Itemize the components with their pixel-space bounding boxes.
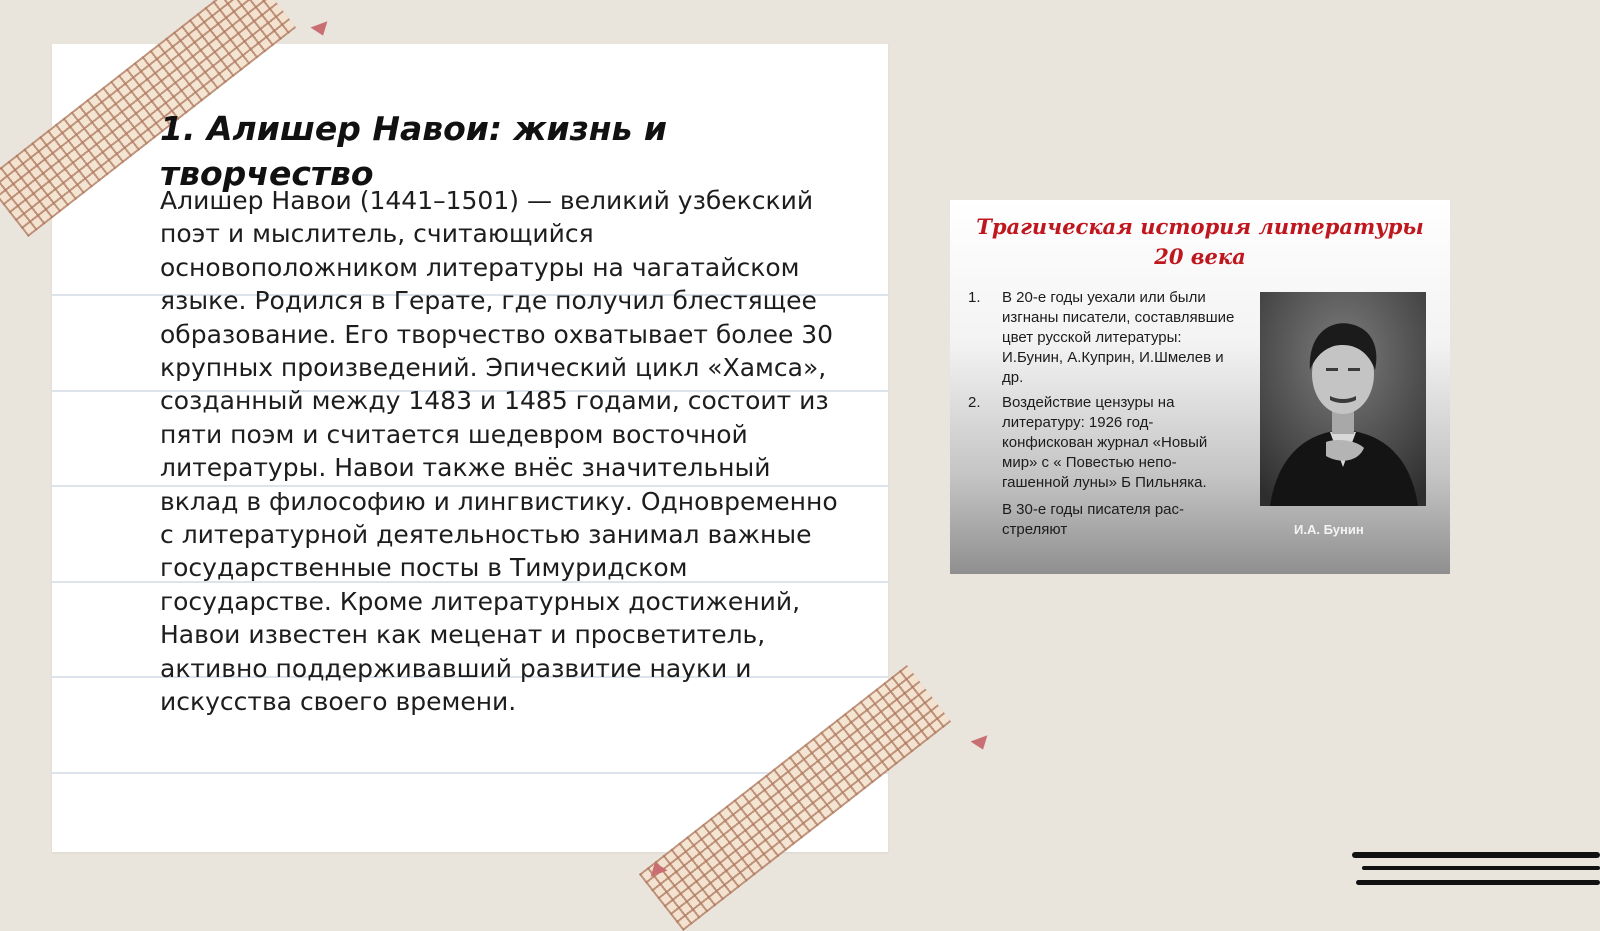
portrait-caption: И.А. Бунин — [1294, 522, 1364, 537]
slide-heading: 1. Алишер Навои: жизнь и творчество — [160, 109, 668, 193]
tape-tip-mark — [310, 21, 331, 38]
list-item — [968, 288, 1243, 388]
list-item-text: Воздействие цензуры на литературу: 1926 год-конфискован журнал «Новый мир» с « Повестью непо-гашенной луны» Б Пильняка. — [1002, 394, 1208, 491]
decorative-brush-stroke — [1362, 866, 1600, 870]
decorative-brush-stroke — [1352, 852, 1600, 858]
list-item-text: В 20-е годы уехали или были изгнаны писатели, составлявшие цвет русской литературы: И.Бунин, А.Куприн, И.Шмелев и др. — [1002, 289, 1235, 386]
list-item-number: 1. — [968, 289, 981, 306]
slide-image-note: В 30-е годы писателя рас-стреляют — [1002, 501, 1184, 538]
biography-paragraph: Алишер Навои (1441–1501) — великий узбекский поэт и мыслитель, считающийся основоположником литературы на чагатайском языке. Родился в Герате, где получил блестящее образование. Его творчество охватывает более 30 крупных произведений. Эпический цикл «Хамса», созданный между 1483 и 1485 годами, состоит из пяти поэм и считается шедевром восточной литературы. Навои также внёс значительный вклад в философию и лингвистику. Одновременно с литературной деятельностью занимал важные государственные посты в Тимуридском государстве. Кроме литературных достижений, Навои известен как меценат и просветитель, активно поддерживавший развитие науки и искусства своего времени. — [160, 186, 838, 717]
decorative-brush-stroke — [1356, 880, 1600, 885]
portrait-illustration — [1260, 292, 1426, 506]
slide-image-list — [968, 288, 1243, 498]
paper-rule-line — [52, 772, 888, 774]
slide-image-title: Трагическая история литературы 20 века — [976, 214, 1424, 269]
portrait-photo — [1260, 292, 1426, 506]
list-item — [968, 393, 1243, 493]
tape-tip-mark — [970, 735, 991, 752]
slide-image — [950, 200, 1450, 574]
list-item-number: 2. — [968, 394, 981, 411]
